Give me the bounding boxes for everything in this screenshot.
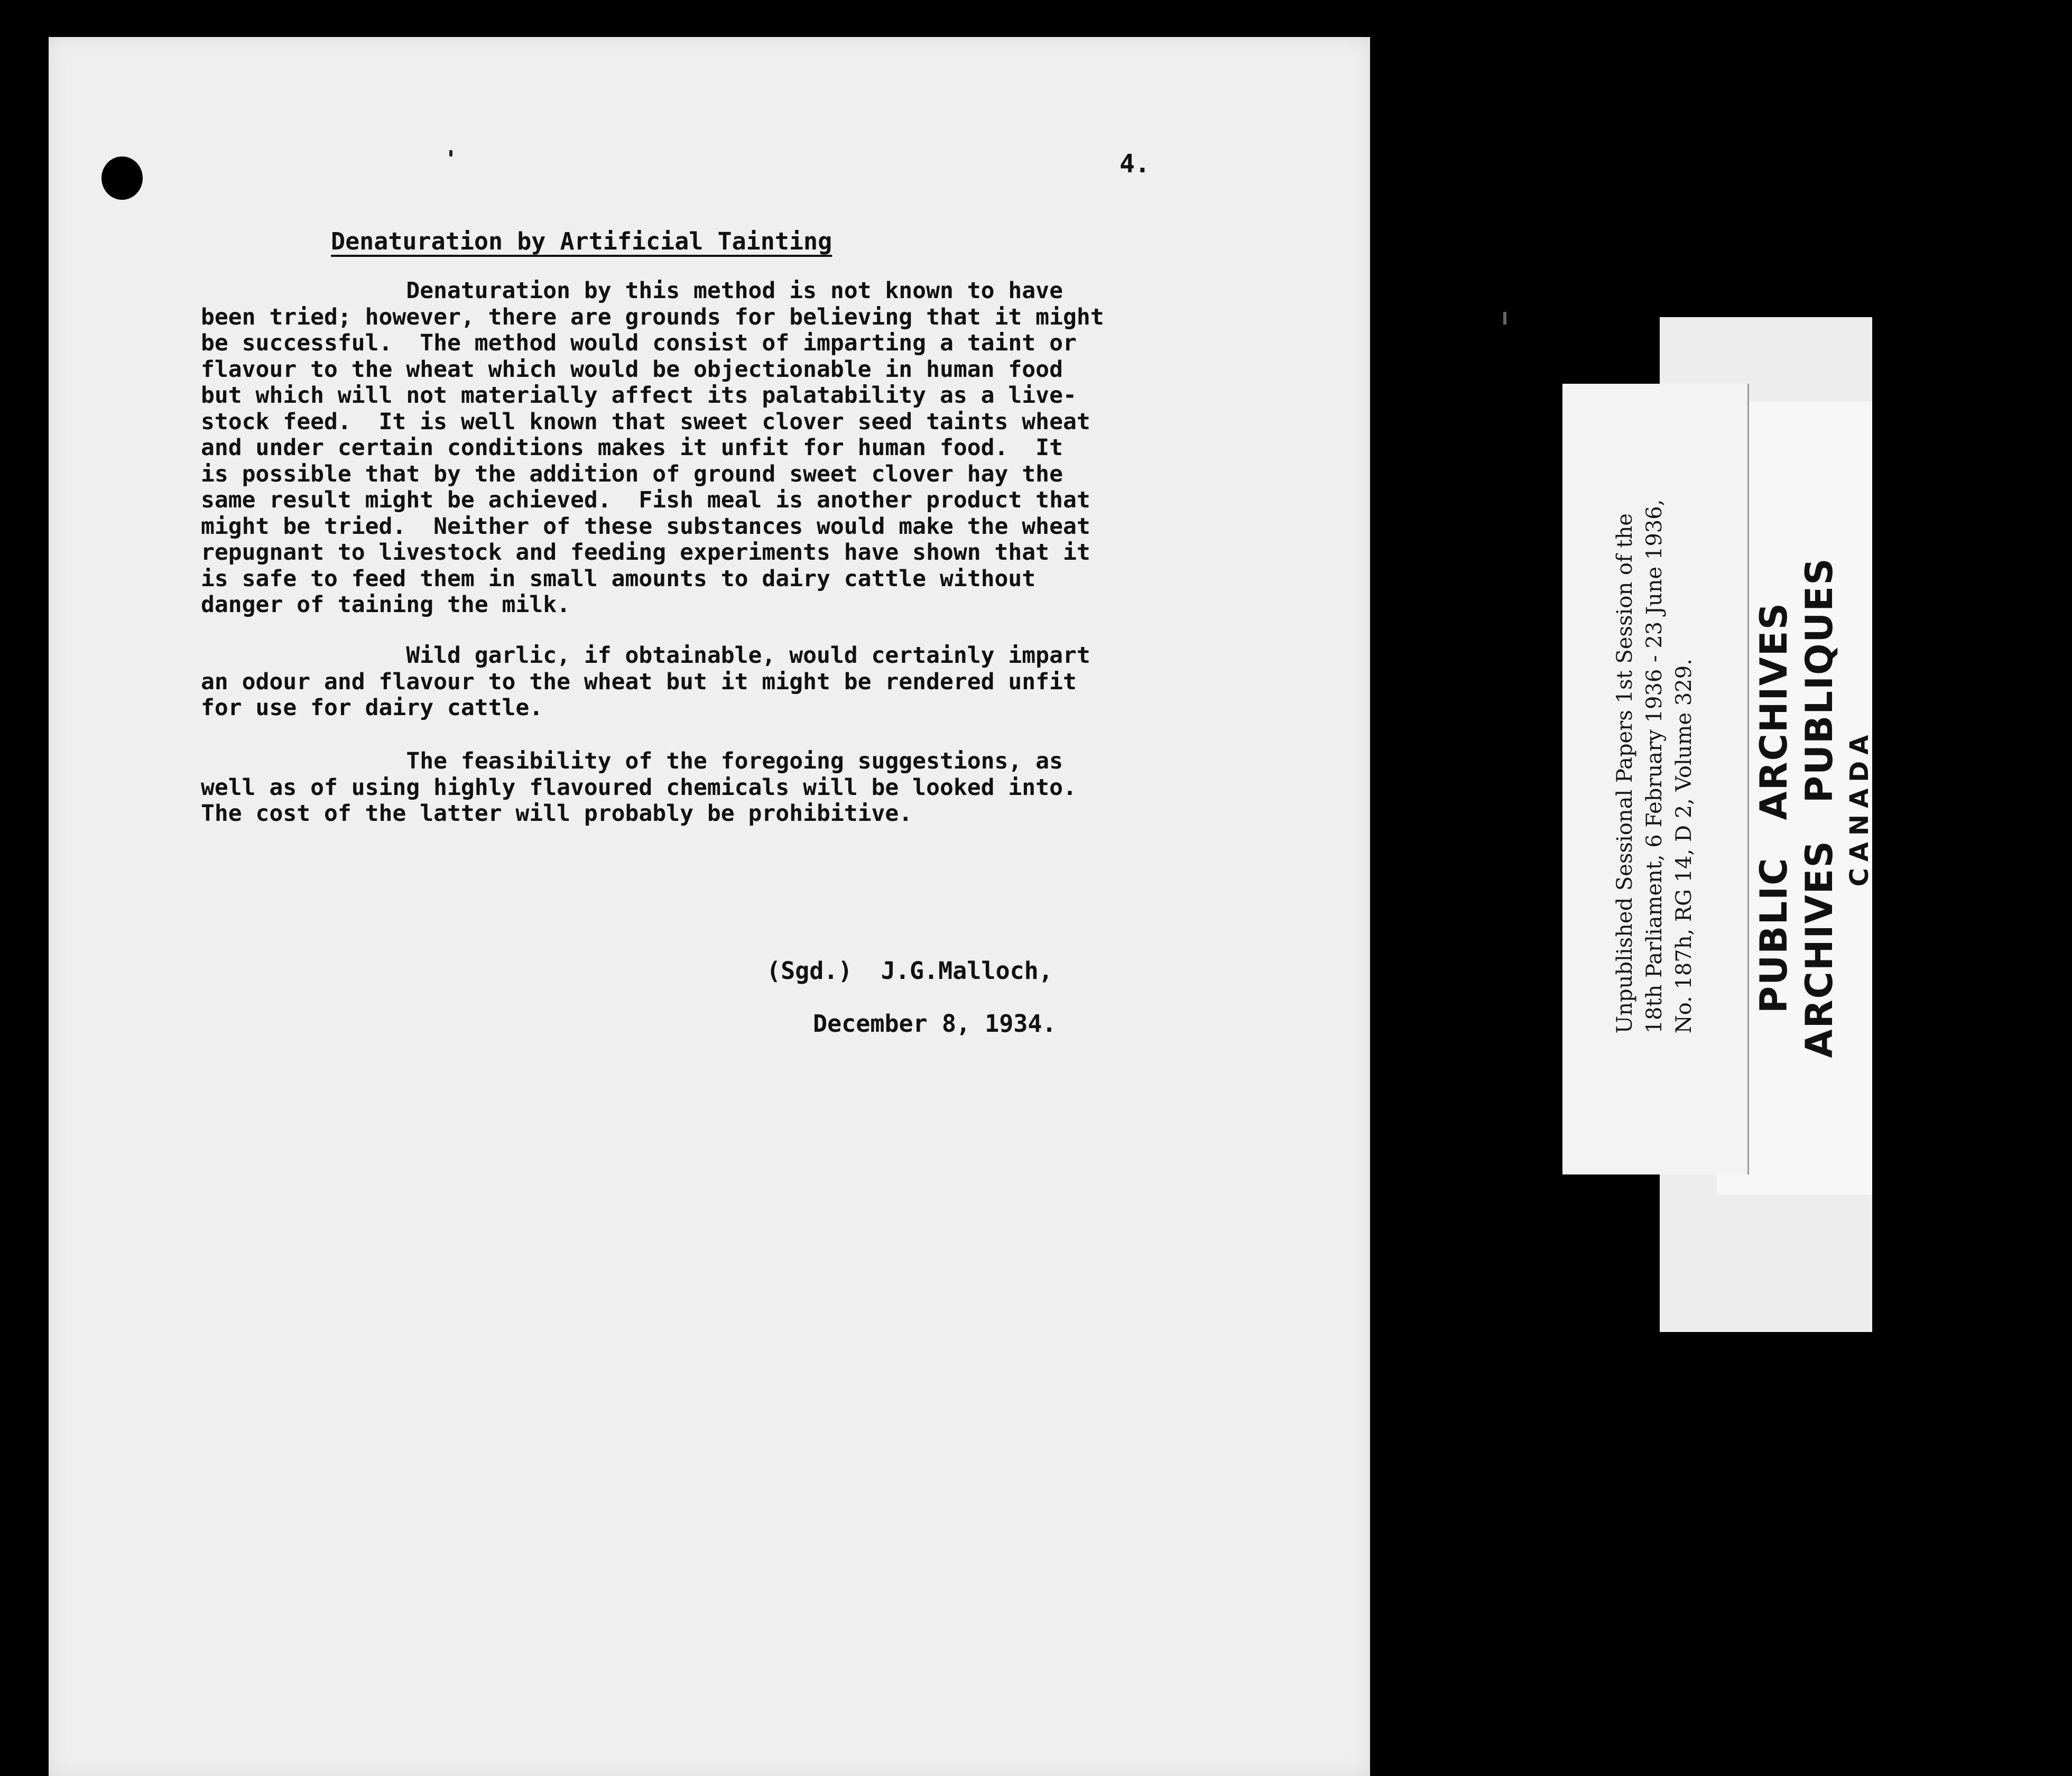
stamp-line-english	[1751, 557, 1797, 1058]
paragraph-3: The feasibility of the foregoing suggestions, as well as of using highly flavoured chemicals will be looked into. The cost of the latter will probably be prohibitive.	[201, 748, 1077, 827]
edge-mark	[1503, 312, 1506, 325]
stamp-public: PUBLIC	[1752, 857, 1796, 1014]
paragraph-1: Denaturation by this method is not known to have been tried; however, there are grounds for believing that it might be successful. The method would consist of imparting a taint or flavour to the wheat which would be objectionable in human food but which will not materially affect its palatability as a live- stock feed. It is well known that sweet clover seed taints wheat and under certain conditions makes it unfit for human food. It is possible that by the addition of ground sweet clover hay the same result might be achieved. Fish meal is another product that might be tried. Neither of these substances would make the wheat repugnant to livestock and feeding experiments have shown that it is safe to feed them in small amounts to dairy cattle without danger of taining the milk.	[201, 278, 1104, 618]
stamp-line-french	[1797, 557, 1842, 1058]
document-title: Denaturation by Artificial Tainting	[331, 227, 832, 255]
stamp-canada: CANADA	[1845, 728, 1874, 887]
signature-line: (Sgd.) J.G.Malloch,	[766, 957, 1053, 985]
page-number: 4.	[1120, 149, 1150, 179]
paragraph-2: Wild garlic, if obtainable, would certainly impart an odour and flavour to the wheat but it might be rendered unfit for use for dairy cattle.	[201, 642, 1090, 721]
paper-speck	[449, 150, 452, 156]
stamp-publiques: PUBLIQUES	[1798, 557, 1841, 803]
archives-stamp	[1751, 557, 1877, 1058]
punch-hole	[101, 156, 143, 200]
archive-citation-text: Unpublished Sessional Papers 1st Session of the 18th Parliament, 6 February 1936 - 23 June 1936, No. 187h, RG 14, D 2, Volume 329.	[1613, 499, 1696, 1034]
stamp-archives: ARCHIVES	[1752, 602, 1796, 820]
signature-date: December 8, 1934.	[813, 1010, 1057, 1038]
stamp-archives-fr: ARCHIVES	[1798, 840, 1841, 1058]
